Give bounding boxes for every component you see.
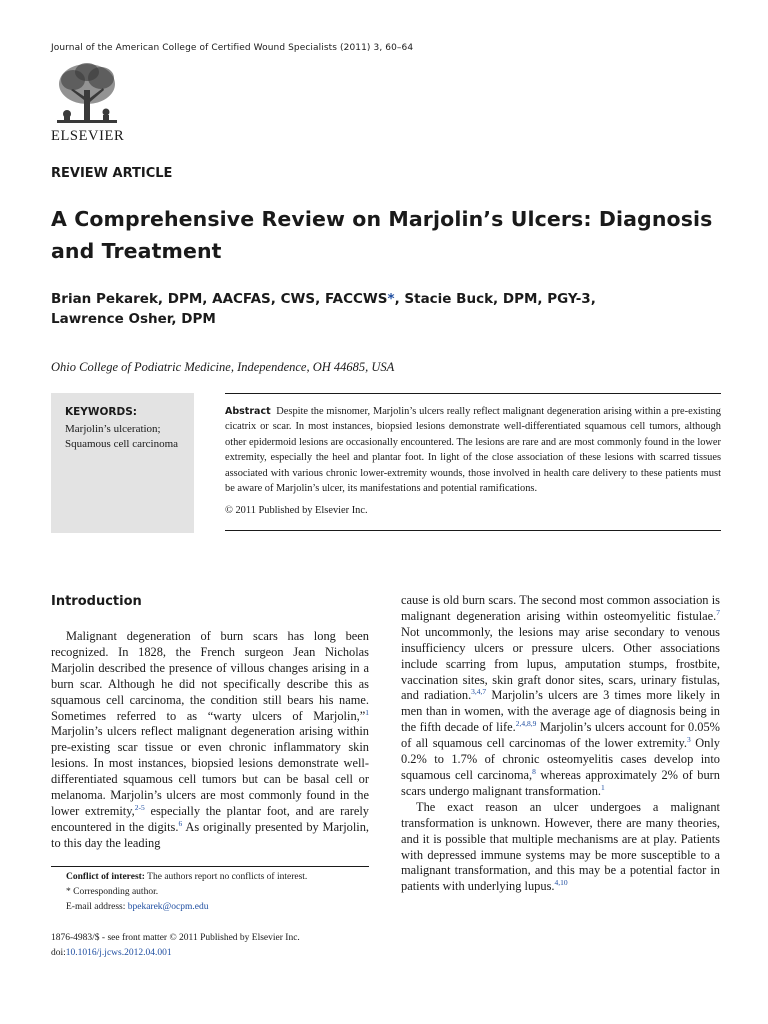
citation-link[interactable]: 1 — [365, 707, 369, 717]
paragraph — [401, 593, 720, 800]
issn-line: 1876-4983/$ - see front matter © 2011 Published by Elsevier Inc. — [51, 933, 300, 943]
publisher-logo-text: ELSEVIER — [51, 128, 125, 144]
text-run: whereas approximately 2% of burn scars undergo malignant transformation. — [401, 767, 720, 798]
text-run: especially the plantar foot, and are rarely encountered in the digits. — [51, 803, 369, 834]
doi-link[interactable]: 10.1016/j.jcws.2012.04.001 — [65, 948, 172, 958]
footnote-text: The authors report no conflicts of interest. — [144, 872, 308, 882]
article-type: REVIEW ARTICLE — [51, 166, 173, 181]
section-heading: Introduction — [51, 594, 142, 609]
email-label: E-mail address: — [66, 902, 128, 912]
citation-link[interactable]: 6 — [178, 818, 183, 828]
doi-line — [51, 946, 300, 961]
author-name: Lawrence Osher, DPM — [51, 311, 216, 327]
text-run: Marjolin’s ulcers are 3 times more likely in men than in women, with the average age of diagnosis being in the fifth decade of life. — [401, 688, 720, 735]
keyword: Squamous cell carcinoma — [65, 438, 179, 450]
citation-link[interactable]: 3,4,7 — [471, 687, 487, 697]
abstract-body — [225, 404, 721, 496]
text-run: The exact reason an ulcer undergoes a malignant transformation is unknown. However, there are many theories, and it is possible that multiple mechanisms are at play. Patients with depressed immune systems may be more susceptible to a malignant transformation, and this may be a potential factor in patients with underlying lupus. — [401, 799, 720, 894]
text-run: Marjolin’s ulcers reflect malignant degeneration arising within pre-existing scar tissue or even chronic inflammatory skin lesions. In most instances, biopsied lesions demonstrate well-differentiated squamous cell tumors but can be basal cell or melanoma. Marjolin’s ulcers are most commonly found in the lower extremity, — [51, 724, 369, 818]
body-column-right — [401, 593, 720, 895]
abstract-copyright: © 2011 Published by Elsevier Inc. — [225, 505, 368, 516]
corresponding-author-marker[interactable]: * — [387, 291, 395, 307]
text-run: Only 0.2% to 1.7% of chronic osteomyelitis cases develop into squamous cell carcinoma, — [401, 736, 720, 782]
paragraph — [51, 629, 369, 852]
footnote-divider — [51, 866, 369, 867]
citation-link[interactable]: 2,4,8,9 — [515, 719, 537, 729]
keywords-label: KEYWORDS: — [65, 406, 137, 418]
citation-link[interactable]: 1 — [601, 782, 605, 792]
article-title — [51, 203, 731, 267]
citation-link[interactable]: 4,10 — [554, 878, 568, 888]
text-run: Malignant degeneration of burn scars has long been recognized. In 1828, the French surgeon Jean Nicholas Marjolin described the presence of villous changes arising in a burn scar. Although he did not specifically describe this as squamous cell carcinoma, the condition still bears his name. Sometimes referred to as “warty ulcers of Marjolin,” — [51, 629, 369, 723]
affiliation: Ohio College of Podiatric Medicine, Independence, OH 44685, USA — [51, 360, 395, 374]
citation-link[interactable]: 3 — [686, 735, 691, 745]
email-link[interactable]: bpekarek@ocpm.edu — [127, 902, 209, 912]
title-line: and Treatment — [51, 239, 222, 263]
title-line: A Comprehensive Review on Marjolin’s Ulcers: Diagnosis — [51, 207, 713, 231]
conflict-of-interest-note — [66, 870, 307, 885]
keyword: Marjolin’s ulceration; — [65, 423, 161, 435]
citation-link[interactable]: 7 — [716, 607, 720, 617]
text-run: cause is old burn scars. The second most common association is malignant degeneration arising within osteomyelitic fistulae. — [401, 593, 720, 623]
author-name: Brian Pekarek, DPM, AACFAS, CWS, FACCWS — [51, 291, 388, 307]
abstract-text: Despite the misnomer, Marjolin’s ulcers really reflect malignant degeneration arising within a pre-existing cicatrix or scar. In most instances, biopsied lesions demonstrate well-differentiated squamous cell tumors, although other epidermoid lesions are occasionally encountered. The lesions are rare and are most commonly found in the lower extremity, especially the heel and plantar foot. In light of the close association of these lesions with scarred tissues associated with various chronic lower-extremity wounds, those involved in health care delivery to these patients must be aware of Marjolin’s ulcer, its manifestations and potential ramifications. — [225, 406, 721, 495]
footnote-label: Conflict of interest: — [66, 872, 145, 882]
footnotes — [66, 870, 307, 915]
citation-link[interactable]: 2-5 — [134, 802, 145, 812]
abstract-label: Abstract — [225, 406, 271, 417]
doi-label: doi: — [51, 948, 66, 958]
body-column-left — [51, 629, 369, 852]
keywords-box — [51, 393, 194, 533]
journal-citation: Journal of the American College of Certified Wound Specialists (2011) 3, 60–64 — [51, 43, 414, 53]
abstract-section — [225, 393, 721, 531]
citation-link[interactable]: 8 — [532, 766, 536, 776]
paragraph — [401, 800, 720, 895]
text-run: Marjolin’s ulcers account for 0.05% of all squamous cell carcinomas of the lower extremity. — [401, 720, 720, 751]
author-list — [51, 289, 671, 329]
corresponding-author-note: * Corresponding author. — [66, 887, 159, 897]
text-run: As originally presented by Marjolin, to this day the leading — [51, 819, 370, 850]
text-run: Not uncommonly, the lesions may arise secondary to venous insufficiency ulcers or pressure ulcers. Other associations include scarring from lupus, amputation stumps, frostbite, vaccination sites, skin graft donor sites, scars, urinary fistulas, and radiation. — [401, 624, 720, 703]
email-note — [66, 900, 307, 915]
front-matter — [51, 931, 300, 961]
author-name: , Stacie Buck, DPM, PGY-3, — [394, 291, 596, 307]
